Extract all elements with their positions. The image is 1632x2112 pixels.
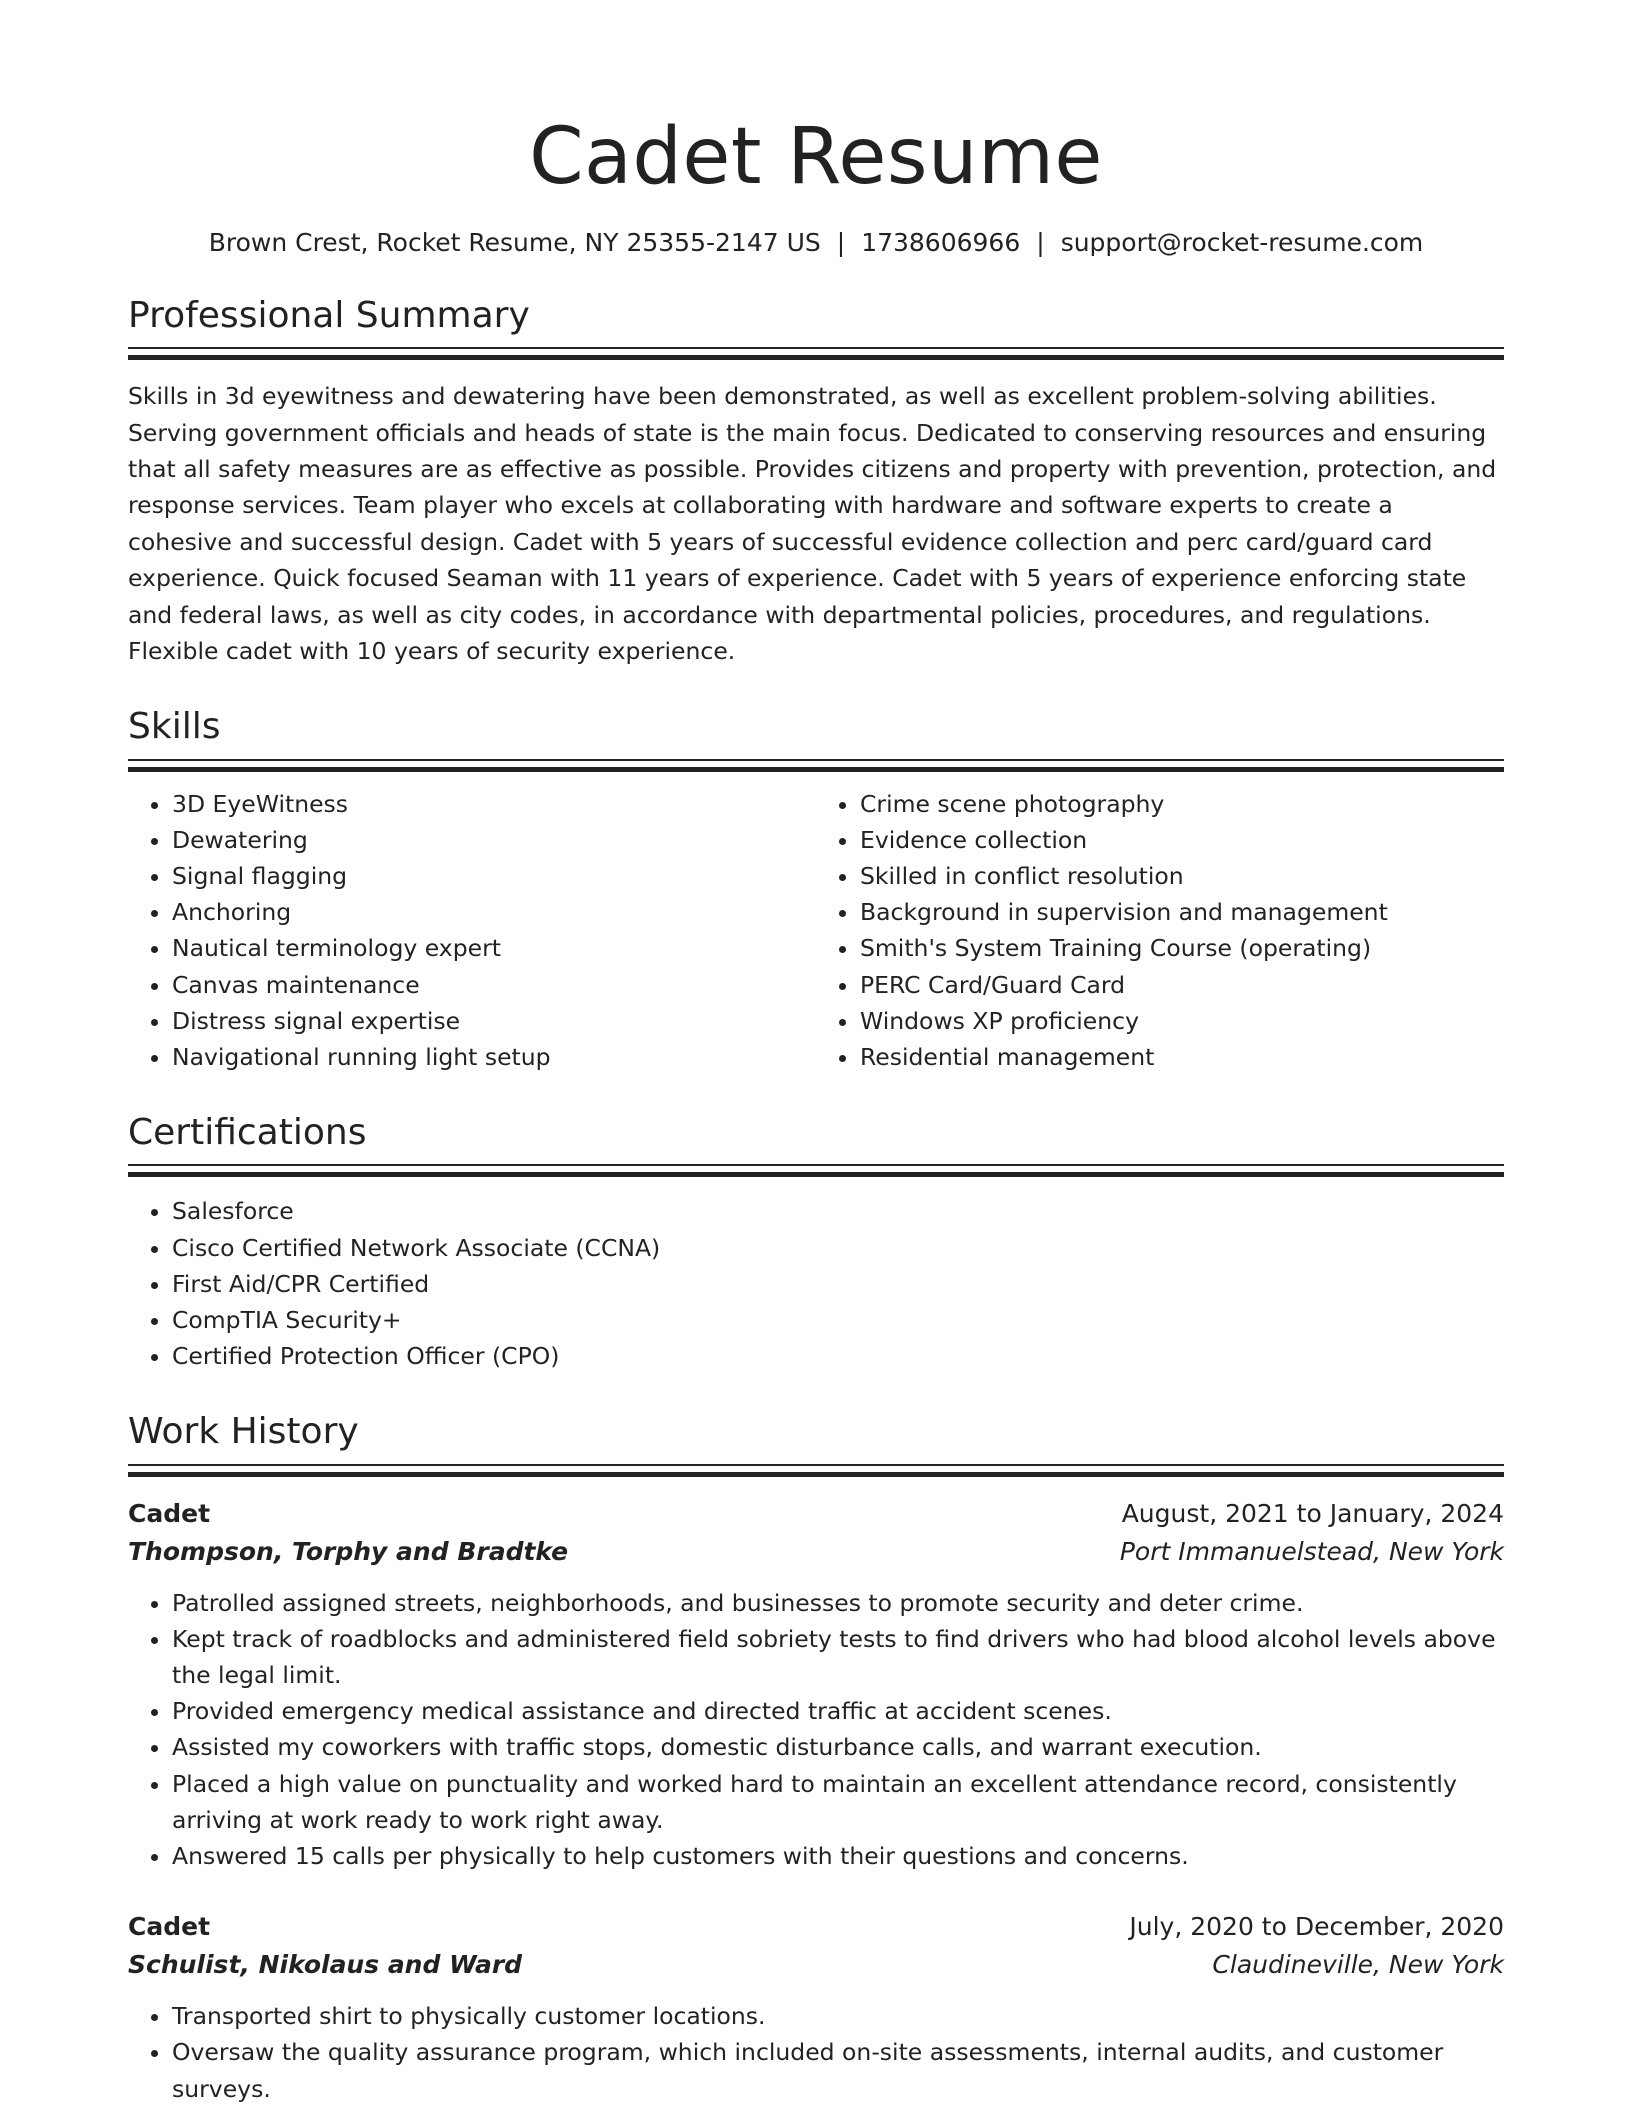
job-dates: July, 2020 to December, 2020 <box>1129 1912 1504 1942</box>
job-title: Cadet <box>128 1498 211 1528</box>
job-bullet: • Patrolled assigned streets, neighborhoods, and businesses to promote security and deter crime. <box>172 1585 1504 1621</box>
skill-item: • Background in supervision and management <box>860 894 1504 930</box>
job-bullet: • Kept track of roadblocks and administered field sobriety tests to find drivers who had blood alcohol levels above the legal limit. <box>172 1621 1504 1693</box>
section-title-skills: Skills <box>128 706 221 748</box>
job-header-row <box>128 1495 1504 1533</box>
skill-item: • Nautical terminology expert <box>172 930 816 966</box>
summary-text: Skills in 3d eyewitness and dewatering have been demonstrated, as well as excellent problem-solving abilities. Serving government officials and heads of state is the main focus. Dedicated to conserving resources and ensuring that all safety measures are as effective as possible. Provides citizens and property with prevention, protection, and response services. Team player who excels at collaborating with hardware and software experts to create a cohesive and successful design. Cadet with 5 years of successful evidence collection and perc card/guard card experience. Quick focused Seaman with 11 years of experience. Cadet with 5 years of experience enforcing state and federal laws, as well as city codes, in accordance with departmental policies, procedures, and regulations. Flexible cadet with 10 years of security experience. <box>128 382 1497 666</box>
skill-item: • Dewatering <box>172 822 816 858</box>
section-title-summary: Professional Summary <box>128 295 530 336</box>
work-history-section <box>128 1410 1504 2106</box>
certification-item: • Certified Protection Officer (CPO) <box>172 1338 1504 1374</box>
skills-list-right <box>816 786 1504 1076</box>
contact-email: support@rocket-resume.com <box>1060 228 1424 257</box>
certifications-list <box>128 1193 1504 1374</box>
skill-item: • Signal flagging <box>172 858 816 894</box>
skills-list-left <box>128 786 816 1076</box>
skill-item: • Navigational running light setup <box>172 1039 816 1075</box>
job-company-row <box>128 1946 1504 1984</box>
job-header-row <box>128 1908 1504 1946</box>
job-location: Port Immanuelstead, New York <box>1119 1536 1504 1566</box>
certification-item: • Cisco Certified Network Associate (CCNA) <box>172 1230 1504 1266</box>
section-title-work-history: Work History <box>128 1411 359 1453</box>
job-bullet: • Provided emergency medical assistance and directed traffic at accident scenes. <box>172 1693 1504 1729</box>
job-bullet-list <box>128 1998 1504 2107</box>
job-title: Cadet <box>128 1912 211 1942</box>
summary-section <box>128 294 1504 669</box>
job-dates: August, 2021 to January, 2024 <box>1121 1498 1504 1528</box>
certification-item: • First Aid/CPR Certified <box>172 1266 1504 1302</box>
job-entry <box>128 1495 1504 1875</box>
section-divider <box>128 1164 1504 1177</box>
job-bullet: • Oversaw the quality assurance program, which included on-site assessments, internal audits, and customer surveys. <box>172 2034 1504 2106</box>
skill-item: • Distress signal expertise <box>172 1003 816 1039</box>
skills-section <box>128 705 1504 1075</box>
job-company: Schulist, Nikolaus and Ward <box>128 1950 523 1980</box>
section-divider <box>128 347 1504 360</box>
skill-item: • Skilled in conflict resolution <box>860 858 1504 894</box>
skill-item: • Residential management <box>860 1039 1504 1075</box>
certifications-section <box>128 1111 1504 1374</box>
job-bullet: • Transported shirt to physically customer locations. <box>172 1998 1504 2034</box>
skills-column-right <box>816 786 1504 1076</box>
skill-item: • Evidence collection <box>860 822 1504 858</box>
skill-item: • Windows XP proficiency <box>860 1003 1504 1039</box>
contact-separator: | <box>836 228 846 257</box>
skill-item: • Crime scene photography <box>860 786 1504 822</box>
job-entry <box>128 1908 1504 2107</box>
job-bullet: • Placed a high value on punctuality and worked hard to maintain an excellent attendance record, consistently arriving at work ready to work right away. <box>172 1766 1504 1838</box>
job-company: Thompson, Torphy and Bradtke <box>128 1536 569 1566</box>
section-divider <box>128 759 1504 772</box>
skill-item: • Smith's System Training Course (operating) <box>860 930 1504 966</box>
contact-line <box>128 228 1504 258</box>
skill-item: • Anchoring <box>172 894 816 930</box>
contact-phone: 1738606966 <box>861 228 1021 257</box>
job-bullet-list <box>128 1585 1504 1875</box>
job-company-row <box>128 1533 1504 1571</box>
certification-item: • CompTIA Security+ <box>172 1302 1504 1338</box>
contact-address: Brown Crest, Rocket Resume, NY 25355-2147 US <box>208 228 821 257</box>
job-bullet: • Answered 15 calls per physically to help customers with their questions and concerns. <box>172 1838 1504 1874</box>
skills-grid <box>128 786 1504 1076</box>
contact-separator: | <box>1036 228 1045 257</box>
job-location: Claudineville, New York <box>1212 1950 1504 1980</box>
section-title-certifications: Certifications <box>128 1112 367 1154</box>
skills-column-left <box>128 786 816 1076</box>
skill-item: • Canvas maintenance <box>172 967 816 1003</box>
job-bullet: • Assisted my coworkers with traffic stops, domestic disturbance calls, and warrant execution. <box>172 1729 1504 1765</box>
certification-item: • Salesforce <box>172 1193 1504 1229</box>
resume-name: Cadet Resume <box>529 112 1103 202</box>
skill-item: • PERC Card/Guard Card <box>860 967 1504 1003</box>
skill-item: • 3D EyeWitness <box>172 786 816 822</box>
section-divider <box>128 1464 1504 1477</box>
